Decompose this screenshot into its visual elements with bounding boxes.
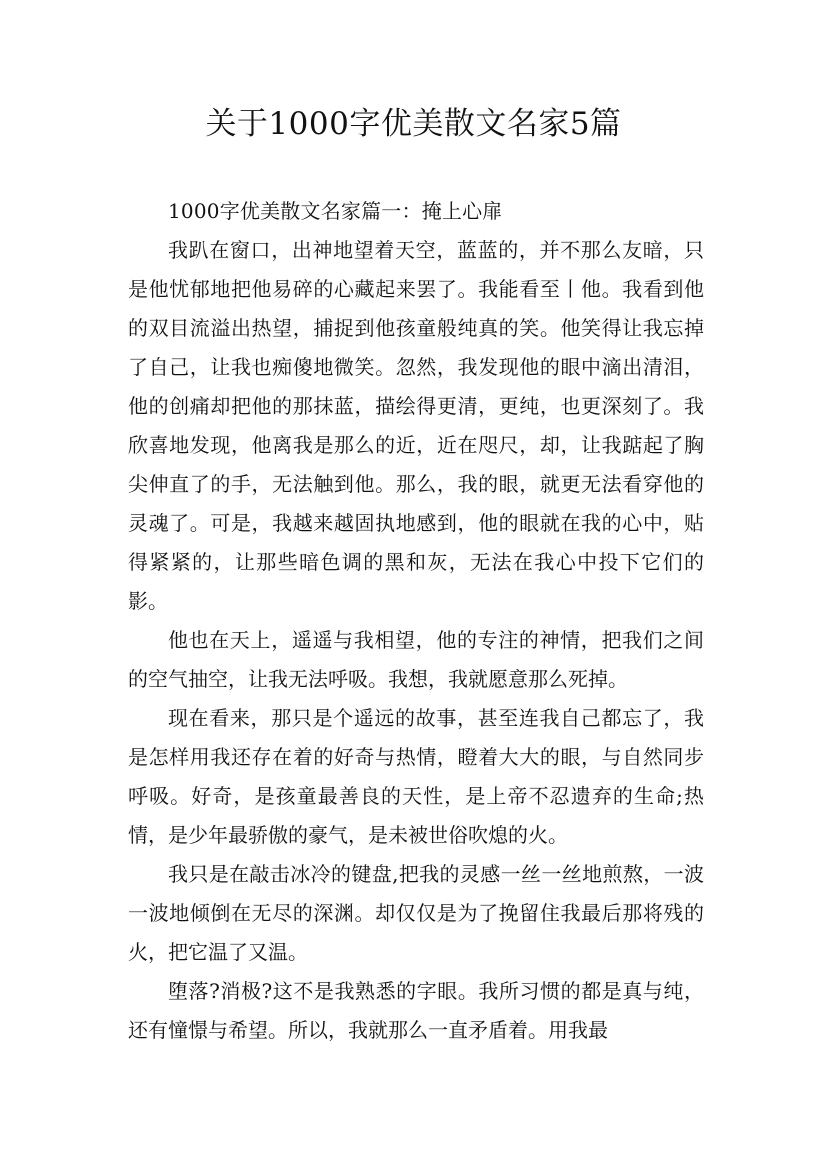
- section-heading: 1000字优美散文名家篇一：掩上心扉: [168, 199, 503, 223]
- paragraph: 现在看来，那只是个遥远的故事，甚至连我自己都忘了，我是怎样用我还存在着的好奇与热情，瞪着大大的眼，与自然同步呼吸。好奇，是孩童最善良的天性，是上帝不忍遗弃的生命;热情，是少年最骄傲的豪气，是未被世俗吹熄的火。: [128, 706, 704, 847]
- paragraph: 堕落?消极?这不是我熟悉的字眼。我所习惯的都是真与纯，还有憧憬与希望。所以，我就那么一直矛盾着。用我最: [128, 979, 704, 1042]
- paragraph: 我只是在敲击冰冷的键盘,把我的灵感一丝一丝地煎熬，一波一波地倾倒在无尽的深渊。却仅仅是为了挽留住我最后那将残的火，把它温了又温。: [128, 862, 704, 964]
- paragraph: 他也在天上，遥遥与我相望，他的专注的神情，把我们之间的空气抽空，让我无法呼吸。我想，我就愿意那么死掉。: [128, 628, 704, 691]
- document-title: 关于1000字优美散文名家5篇: [205, 106, 622, 142]
- document-body: [128, 192, 704, 1050]
- paragraph: 我趴在窗口，出神地望着天空，蓝蓝的，并不那么友暗，只是他忧郁地把他易碎的心藏起来罢了。我能看至丨他。我看到他的双目流溢出热望，捕捉到他孩童般纯真的笑。他笑得让我忘掉了自己，让我也痴傻地微笑。忽然，我发现他的眼中滴出清泪，他的创痛却把他的那抹蓝，描绘得更清，更纯，也更深刻了。我欣喜地发现，他离我是那么的近，近在咫尺，却，让我踮起了胸尖伸直了的手，无法触到他。那么，我的眼，就更无法看穿他的灵魂了。可是，我越来越固执地感到，他的眼就在我的心中，贴得紧紧的，让那些暗色调的黑和灰，无法在我心中投下它们的影。: [128, 238, 704, 613]
